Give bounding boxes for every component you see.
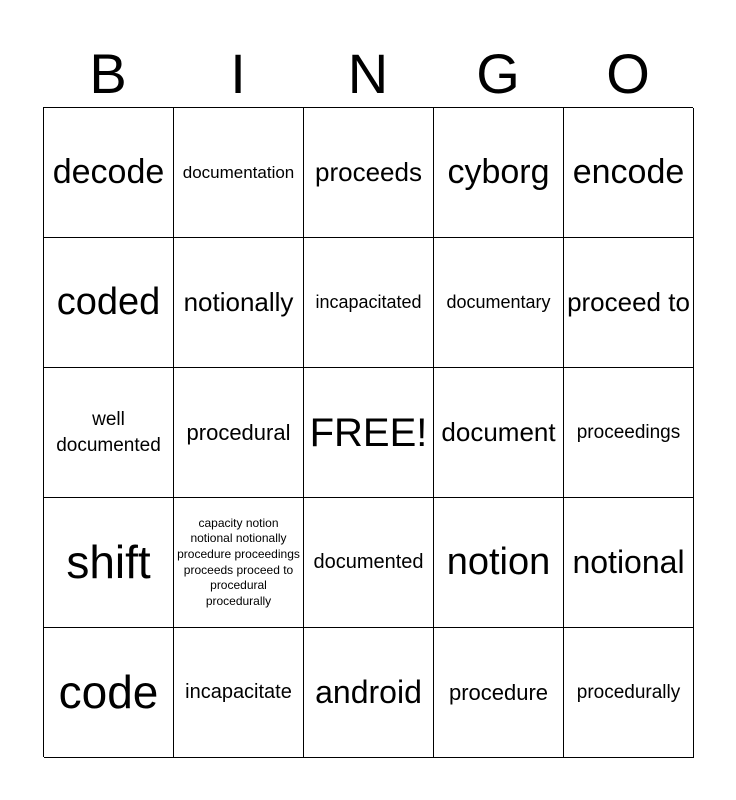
cell-text: well documented xyxy=(56,408,161,456)
cell-text: incapacitate xyxy=(185,681,292,703)
cell-text: incapacitated xyxy=(315,292,422,313)
bingo-cell xyxy=(304,498,434,628)
bingo-cell xyxy=(564,498,694,628)
cell-text: proceed to xyxy=(567,286,690,317)
bingo-cell xyxy=(434,498,564,628)
cell-text: procedural xyxy=(186,419,291,445)
cell-text: shift xyxy=(66,536,151,589)
cell-text: documented xyxy=(313,551,424,573)
bingo-cell xyxy=(174,498,304,628)
header-letter-i: I xyxy=(230,42,246,105)
cell-text: notionally xyxy=(183,286,294,317)
bingo-cell xyxy=(434,628,564,758)
cell-text: procedurally xyxy=(576,681,681,703)
bingo-cell xyxy=(564,368,694,498)
bingo-cell xyxy=(434,108,564,238)
bingo-cell xyxy=(174,628,304,758)
cell-text: proceedings xyxy=(576,421,681,443)
bingo-cell xyxy=(434,368,564,498)
cell-text: encode xyxy=(572,152,685,191)
header-letter-g: G xyxy=(476,42,520,105)
bingo-cell xyxy=(304,628,434,758)
cell-text: capacity notion notional notionally procedure proceedings proceeds proceed to procedural procedurally xyxy=(177,515,300,608)
cell-text: notional xyxy=(572,544,685,581)
bingo-cell xyxy=(44,238,174,368)
cell-text: documentary xyxy=(446,292,551,313)
header-letter-o: O xyxy=(606,42,650,105)
bingo-cell xyxy=(44,628,174,758)
cell-text: notion xyxy=(446,540,551,583)
cell-text: decode xyxy=(52,152,165,191)
cell-text: FREE! xyxy=(309,410,428,455)
bingo-cell xyxy=(434,238,564,368)
bingo-cell xyxy=(44,498,174,628)
bingo-cell xyxy=(564,108,694,238)
cell-text: coded xyxy=(56,280,161,323)
header-letter-n: N xyxy=(347,42,389,105)
cell-text: documentation xyxy=(182,162,295,182)
cell-text: document xyxy=(441,416,556,447)
bingo-cell xyxy=(304,108,434,238)
bingo-cell xyxy=(44,108,174,238)
bingo-cell xyxy=(174,238,304,368)
bingo-grid xyxy=(43,107,693,757)
bingo-cell xyxy=(174,368,304,498)
cell-text: cyborg xyxy=(447,152,550,191)
bingo-cell xyxy=(564,238,694,368)
bingo-header xyxy=(43,40,693,108)
cell-text: procedure xyxy=(448,679,549,705)
bingo-cell free-cell xyxy=(304,368,434,498)
header-letter-b: B xyxy=(89,42,127,105)
bingo-cell xyxy=(174,108,304,238)
bingo-cell xyxy=(44,368,174,498)
cell-text: code xyxy=(58,666,159,719)
bingo-cell xyxy=(564,628,694,758)
cell-text: proceeds xyxy=(315,156,422,187)
cell-text: android xyxy=(315,674,422,711)
bingo-cell xyxy=(304,238,434,368)
